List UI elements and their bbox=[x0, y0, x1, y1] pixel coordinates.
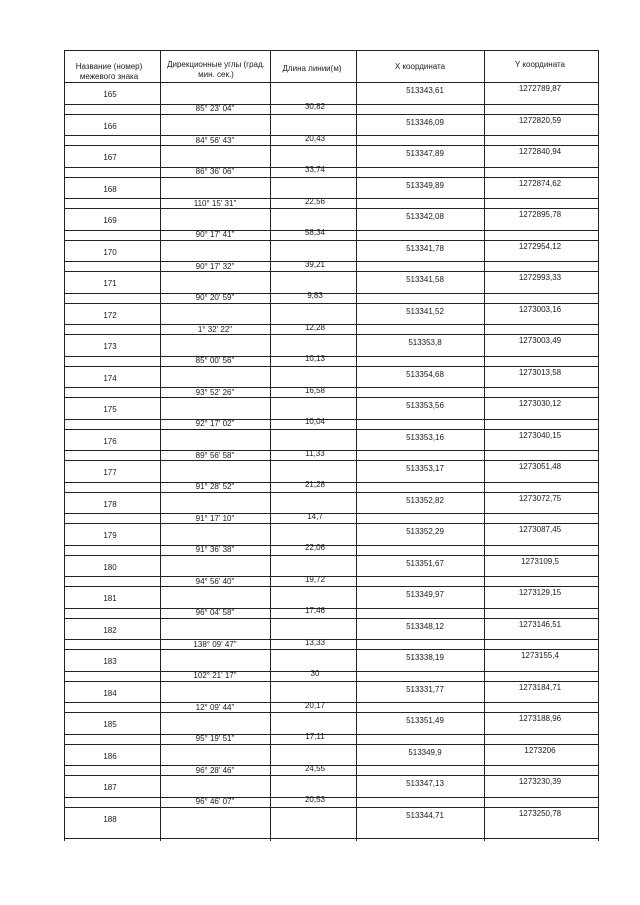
boundary-mark-number: 165 bbox=[103, 90, 117, 99]
x-coordinate: 513351,49 bbox=[406, 716, 444, 725]
boundary-mark-number: 186 bbox=[103, 751, 117, 761]
y-coordinate: 1273155,4 bbox=[521, 651, 559, 660]
y-coordinate: 1273013,58 bbox=[518, 367, 562, 377]
line-length: 20,17 bbox=[304, 700, 326, 710]
y-coordinate: 1273040,15 bbox=[518, 430, 562, 440]
direction-angle: 96° 46' 07" bbox=[195, 797, 235, 806]
line-length: 58,34 bbox=[304, 228, 326, 237]
direction-angle: 90° 20' 59" bbox=[195, 293, 235, 302]
line-length: 11,33 bbox=[305, 448, 325, 458]
y-coordinate: 1273051,48 bbox=[518, 462, 562, 471]
y-coordinate: 1273206 bbox=[524, 745, 556, 755]
header-name: Название (номер) межевого знака bbox=[75, 62, 143, 81]
boundary-mark-number: 179 bbox=[103, 531, 117, 540]
boundary-mark-number: 180 bbox=[103, 562, 117, 572]
grid-hline bbox=[64, 366, 599, 367]
x-coordinate: 513343,61 bbox=[406, 86, 444, 95]
y-coordinate: 1273230,39 bbox=[518, 777, 562, 786]
direction-angle: 95° 19' 51" bbox=[195, 734, 235, 743]
grid-hline bbox=[64, 712, 599, 713]
x-coordinate: 513331,77 bbox=[406, 684, 444, 694]
direction-angle: 12° 09' 44" bbox=[195, 702, 235, 712]
grid-hline bbox=[64, 555, 599, 556]
line-length: 30 bbox=[310, 669, 320, 678]
direction-angle: 96° 04' 58" bbox=[195, 608, 235, 617]
line-length: 10,13 bbox=[304, 354, 326, 363]
y-coordinate: 1272954,12 bbox=[518, 241, 562, 251]
boundary-mark-number: 176 bbox=[103, 436, 117, 446]
grid-vline bbox=[484, 50, 485, 841]
grid-hline bbox=[64, 271, 599, 272]
grid-vline bbox=[64, 50, 65, 841]
y-coordinate: 1272874,62 bbox=[518, 178, 562, 188]
boundary-mark-number: 177 bbox=[103, 468, 117, 477]
x-coordinate: 513341,78 bbox=[406, 243, 444, 253]
x-coordinate: 513347,89 bbox=[406, 149, 444, 158]
grid-hline bbox=[64, 586, 599, 587]
line-length: 39,21 bbox=[304, 259, 326, 269]
boundary-mark-number: 187 bbox=[103, 783, 117, 792]
x-coordinate: 513338,19 bbox=[406, 653, 444, 662]
grid-hline bbox=[64, 334, 599, 335]
header-angle: Дирекционные углы (град. мин. сек.) bbox=[167, 60, 265, 79]
y-coordinate: 1273003,16 bbox=[518, 304, 562, 314]
x-coordinate: 513349,97 bbox=[406, 590, 444, 599]
line-length: 13,33 bbox=[304, 637, 326, 647]
direction-angle: 85° 00' 56" bbox=[195, 356, 235, 365]
direction-angle: 138° 09' 47" bbox=[193, 639, 237, 649]
x-coordinate: 513353,56 bbox=[406, 401, 444, 410]
grid-hline bbox=[64, 82, 599, 83]
boundary-mark-number: 185 bbox=[103, 720, 117, 729]
grid-hline bbox=[64, 775, 599, 776]
direction-angle: 84° 56' 43" bbox=[195, 135, 235, 145]
header-length: Длина линии(м) bbox=[282, 64, 342, 73]
x-coordinate: 513349,89 bbox=[406, 180, 444, 190]
direction-angle: 94° 56' 40" bbox=[195, 576, 235, 586]
y-coordinate: 1272840,94 bbox=[518, 147, 562, 156]
y-coordinate: 1273072,75 bbox=[518, 493, 562, 503]
grid-vline bbox=[356, 50, 357, 841]
direction-angle: 96° 28' 46" bbox=[195, 765, 235, 775]
line-length: 24,55 bbox=[304, 763, 326, 773]
line-length: 19,72 bbox=[304, 574, 326, 584]
grid-hline bbox=[64, 145, 599, 146]
grid-vline bbox=[598, 50, 599, 841]
line-length: 17,11 bbox=[305, 732, 325, 741]
x-coordinate: 513348,12 bbox=[406, 621, 444, 631]
header-x: X координата bbox=[394, 62, 446, 71]
grid-hline bbox=[64, 208, 599, 209]
grid-hline bbox=[64, 492, 599, 493]
boundary-mark-number: 168 bbox=[103, 184, 117, 194]
grid-hline bbox=[64, 240, 599, 241]
x-coordinate: 513341,52 bbox=[406, 306, 444, 316]
boundary-mark-number: 174 bbox=[103, 373, 117, 383]
grid-hline bbox=[64, 744, 599, 745]
direction-angle: 91° 17' 10" bbox=[195, 513, 235, 523]
y-coordinate: 1273003,49 bbox=[518, 336, 562, 345]
x-coordinate: 513354,68 bbox=[406, 369, 444, 379]
y-coordinate: 1273129,15 bbox=[518, 588, 562, 597]
boundary-mark-number: 183 bbox=[103, 657, 117, 666]
grid-hline bbox=[64, 114, 599, 115]
grid-hline bbox=[64, 397, 599, 398]
x-coordinate: 513353,17 bbox=[406, 464, 444, 473]
x-coordinate: 513352,29 bbox=[406, 527, 444, 536]
grid-hline bbox=[64, 429, 599, 430]
line-length: 22,06 bbox=[304, 543, 326, 552]
x-coordinate: 513344,71 bbox=[406, 810, 444, 820]
x-coordinate: 513342,08 bbox=[406, 212, 444, 221]
grid-hline bbox=[64, 618, 599, 619]
y-coordinate: 1273087,45 bbox=[518, 525, 562, 534]
line-length: 10,04 bbox=[304, 417, 326, 426]
line-length: 21,28 bbox=[304, 480, 326, 489]
y-coordinate: 1273250,78 bbox=[518, 808, 562, 818]
direction-angle: 91° 36' 38" bbox=[195, 545, 235, 554]
grid-hline bbox=[64, 523, 599, 524]
grid-hline bbox=[64, 838, 599, 839]
grid-vline bbox=[270, 50, 271, 841]
boundary-mark-number: 170 bbox=[103, 247, 117, 257]
direction-angle: 102° 21' 17" bbox=[193, 671, 237, 680]
x-coordinate: 513352,82 bbox=[406, 495, 444, 505]
grid-hline bbox=[64, 50, 599, 51]
grid-hline bbox=[64, 177, 599, 178]
x-coordinate: 513346,09 bbox=[406, 117, 444, 127]
header-y: Y координата bbox=[514, 60, 566, 69]
x-coordinate: 513349,9 bbox=[408, 747, 442, 757]
direction-angle: 92° 17' 02" bbox=[195, 419, 235, 428]
direction-angle: 89° 56' 58" bbox=[195, 450, 235, 460]
direction-angle: 86° 36' 06" bbox=[195, 167, 235, 176]
line-length: 22,56 bbox=[304, 196, 326, 206]
grid-hline bbox=[64, 303, 599, 304]
y-coordinate: 1273030,12 bbox=[518, 399, 562, 408]
boundary-mark-number: 171 bbox=[103, 279, 117, 288]
line-length: 16,58 bbox=[304, 385, 326, 395]
x-coordinate: 513341,58 bbox=[406, 275, 444, 284]
boundary-mark-number: 184 bbox=[103, 688, 117, 698]
direction-angle: 91° 28' 52" bbox=[195, 482, 235, 491]
y-coordinate: 1272993,33 bbox=[518, 273, 562, 282]
direction-angle: 1° 32' 22" bbox=[197, 324, 233, 334]
boundary-mark-number: 181 bbox=[103, 594, 117, 603]
direction-angle: 90° 17' 41" bbox=[195, 230, 235, 239]
y-coordinate: 1273184,71 bbox=[518, 682, 562, 692]
boundary-mark-number: 169 bbox=[103, 216, 117, 225]
boundary-mark-number: 178 bbox=[103, 499, 117, 509]
direction-angle: 90° 17' 32" bbox=[195, 261, 235, 271]
line-length: 9,83 bbox=[307, 291, 323, 300]
line-length: 14,7 bbox=[307, 511, 323, 521]
line-length: 30,82 bbox=[304, 102, 326, 111]
boundary-mark-number: 175 bbox=[103, 405, 117, 414]
line-length: 17,46 bbox=[304, 606, 326, 615]
boundary-mark-number: 167 bbox=[103, 153, 117, 162]
y-coordinate: 1273188,96 bbox=[518, 714, 562, 723]
x-coordinate: 513353,16 bbox=[406, 432, 444, 442]
boundary-mark-number: 188 bbox=[103, 814, 117, 824]
line-length: 12,28 bbox=[304, 322, 326, 332]
boundary-mark-number: 166 bbox=[103, 121, 117, 131]
grid-hline bbox=[64, 807, 599, 808]
boundary-mark-number: 173 bbox=[103, 342, 117, 351]
y-coordinate: 1272820,59 bbox=[518, 115, 562, 125]
boundary-mark-number: 182 bbox=[103, 625, 117, 635]
boundary-mark-number: 172 bbox=[103, 310, 117, 320]
y-coordinate: 1272789,87 bbox=[518, 84, 562, 93]
grid-hline bbox=[64, 681, 599, 682]
direction-angle: 85° 23' 04" bbox=[195, 104, 235, 113]
x-coordinate: 513353,8 bbox=[408, 338, 442, 347]
direction-angle: 93° 52' 26" bbox=[195, 387, 235, 397]
x-coordinate: 513351,67 bbox=[406, 558, 444, 568]
line-length: 20,43 bbox=[304, 133, 326, 143]
y-coordinate: 1272895,78 bbox=[518, 210, 562, 219]
grid-hline bbox=[64, 460, 599, 461]
line-length: 20,53 bbox=[304, 795, 326, 804]
line-length: 33,74 bbox=[304, 165, 326, 174]
x-coordinate: 513347,13 bbox=[406, 779, 444, 788]
direction-angle: 110° 15' 31" bbox=[193, 198, 237, 208]
y-coordinate: 1273146,51 bbox=[518, 619, 562, 629]
grid-hline bbox=[64, 649, 599, 650]
y-coordinate: 1273109,5 bbox=[521, 556, 559, 566]
